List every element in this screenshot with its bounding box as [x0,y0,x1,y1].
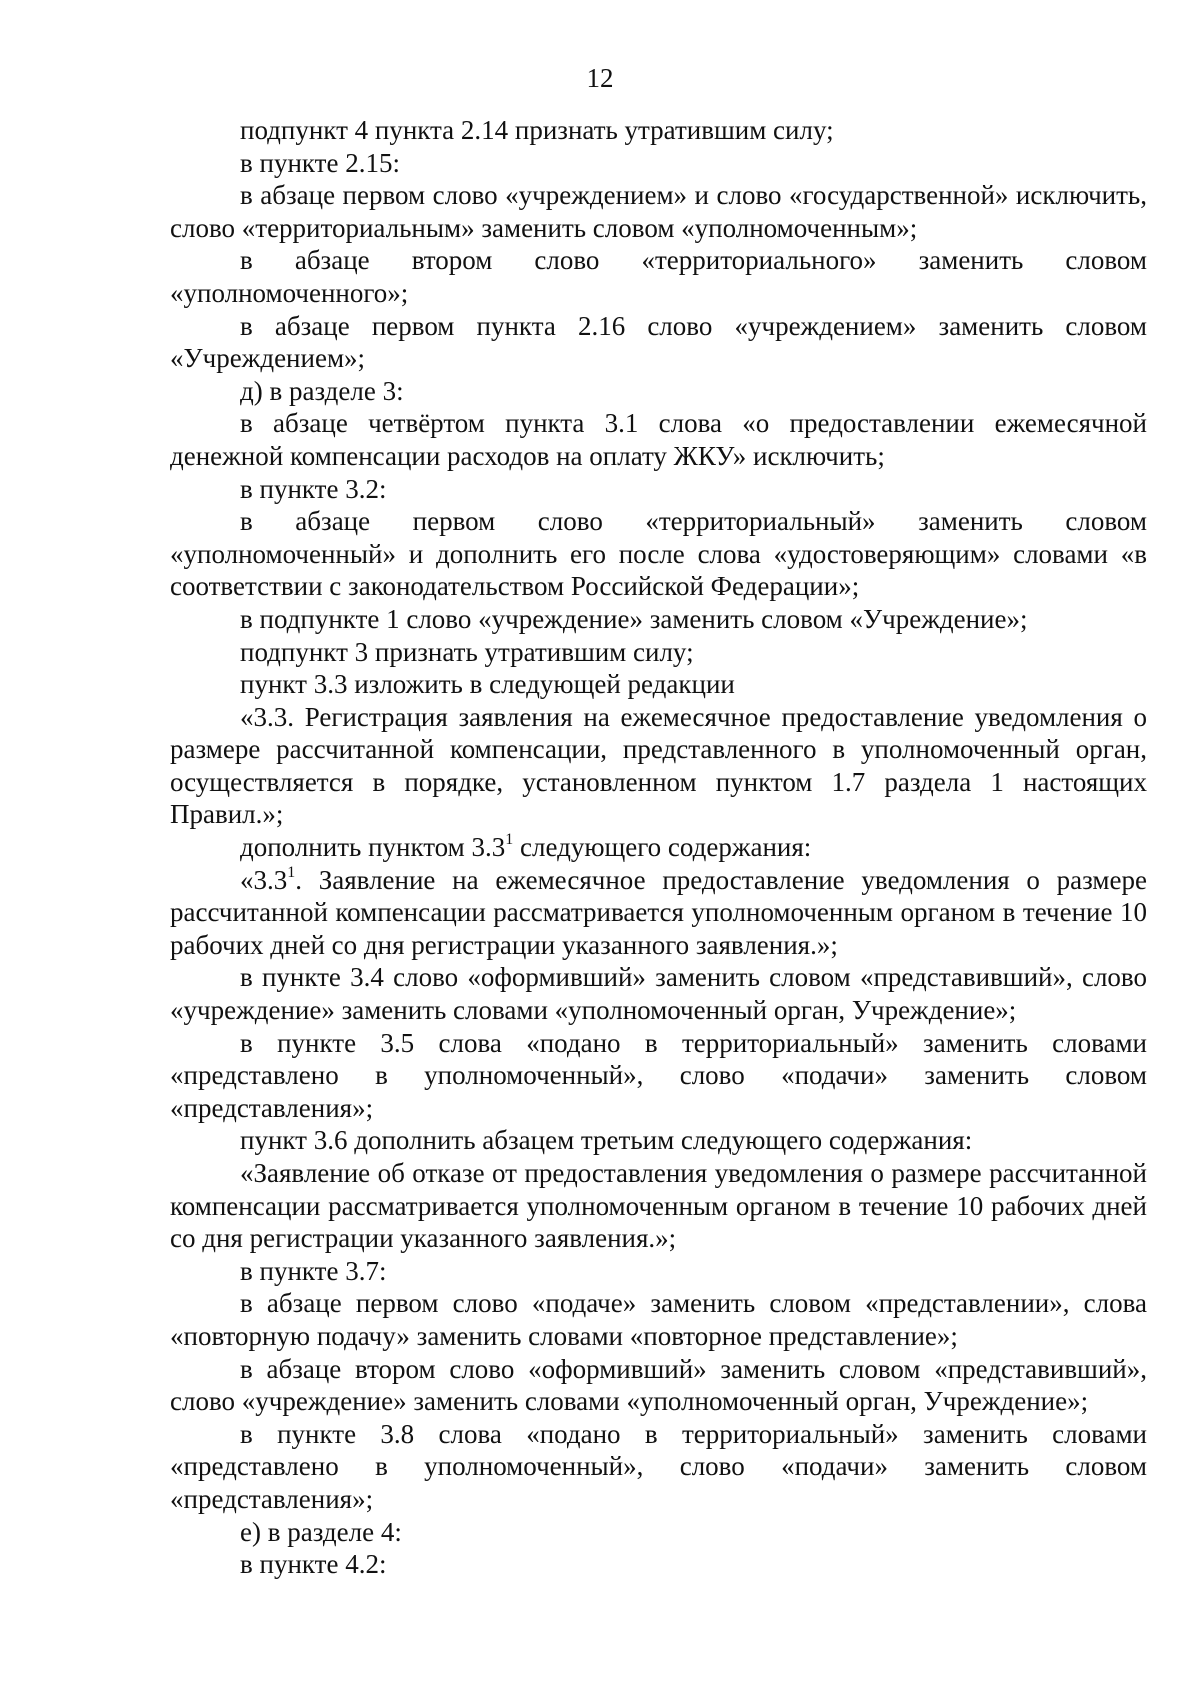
paragraph: в пункте 3.8 слова «подано в территориальный» заменить словами «представлено в уполномоченный», слово «подачи» заменить словом «представления»; [170,1418,1147,1514]
paragraph: в пункте 3.7: [240,1255,387,1286]
paragraph: в абзаце втором слово «оформивший» заменить словом «представивший», слово «учреждение» заменить словами «уполномоченный орган, Учреждение»; [170,1353,1147,1417]
paragraph: подпункт 3 признать утратившим силу; [240,636,694,667]
quoted-paragraph: «Заявление об отказе от предоставления уведомления о размере рассчитанной компенсации рассматривается уполномоченным органом в течение 10 рабочих дней со дня регистрации указанного заявления.»; [170,1158,1147,1254]
document-body [170,114,1147,1581]
paragraph: в абзаце четвёртом пункта 3.1 слова «о предоставлении ежемесячной денежной компенсации расходов на оплату ЖКУ» исключить; [170,408,1147,471]
paragraph: в пункте 3.5 слова «подано в территориальный» заменить словами «представлено в уполномоченный», слово «подачи» заменить словом «представления»; [170,1027,1147,1123]
paragraph: в абзаце первом слово «территориальный» заменить словом «уполномоченный» и дополнить его после слова «удостоверяющим» словами «в соответствии с законодательством Российской Федерации»; [170,506,1147,602]
paragraph: в пункте 4.2: [240,1549,387,1580]
paragraph: в пункте 2.15: [240,147,400,178]
page-number: 12 [586,63,614,93]
paragraph: в пункте 3.4 слово «оформивший» заменить словом «представивший», слово «учреждение» заменить словами «уполномоченный орган, Учреждение»; [170,962,1147,1026]
paragraph-text: следующего содержания: [513,832,812,863]
paragraph-text: «3.3 [240,864,288,895]
superscript: 1 [287,863,296,881]
paragraph: пункт 3.3 изложить в следующей редакции [240,669,735,700]
paragraph: в абзаце втором слово «территориального» заменить словом «уполномоченного»; [170,245,1147,308]
paragraph: в подпункте 1 слово «учреждение» заменить словом «Учреждение»; [240,603,1028,634]
paragraph-text: . Заявление на ежемесячное предоставление уведомления о размере рассчитанной компенсации рассматривается уполномоченным органом в течение 10 рабочих дней со дня регистрации указанного заявления.»; [170,864,1147,960]
paragraph [170,831,1147,864]
paragraph: в пункте 3.2: [240,473,387,504]
paragraph: пункт 3.6 дополнить абзацем третьим следующего содержания: [240,1125,973,1156]
section-heading: д) в разделе 3: [240,375,404,406]
paragraph: в абзаце первом пункта 2.16 слово «учреждением» заменить словом «Учреждением»; [170,310,1147,374]
paragraph-text: дополнить пунктом 3.3 [240,832,506,863]
quoted-paragraph [170,864,1147,962]
paragraph: подпункт 4 пункта 2.14 признать утратившим силу; [240,115,834,145]
superscript: 1 [505,831,514,849]
quoted-paragraph: «3.3. Регистрация заявления на ежемесячное предоставление уведомления о размере рассчитанной компенсации, представленного в уполномоченный орган, осуществляется в порядке, установленном пунктом 1.7 раздела 1 настоящих Правил.»; [170,701,1147,830]
paragraph: в абзаце первом слово «учреждением» и слово «государственной» исключить, слово «территориальным» заменить словом «уполномоченным»; [170,180,1147,243]
section-heading: е) в разделе 4: [240,1516,402,1547]
paragraph: в абзаце первом слово «подаче» заменить словом «представлении», слова «повторную подачу» заменить словами «повторное представление»; [170,1288,1147,1351]
